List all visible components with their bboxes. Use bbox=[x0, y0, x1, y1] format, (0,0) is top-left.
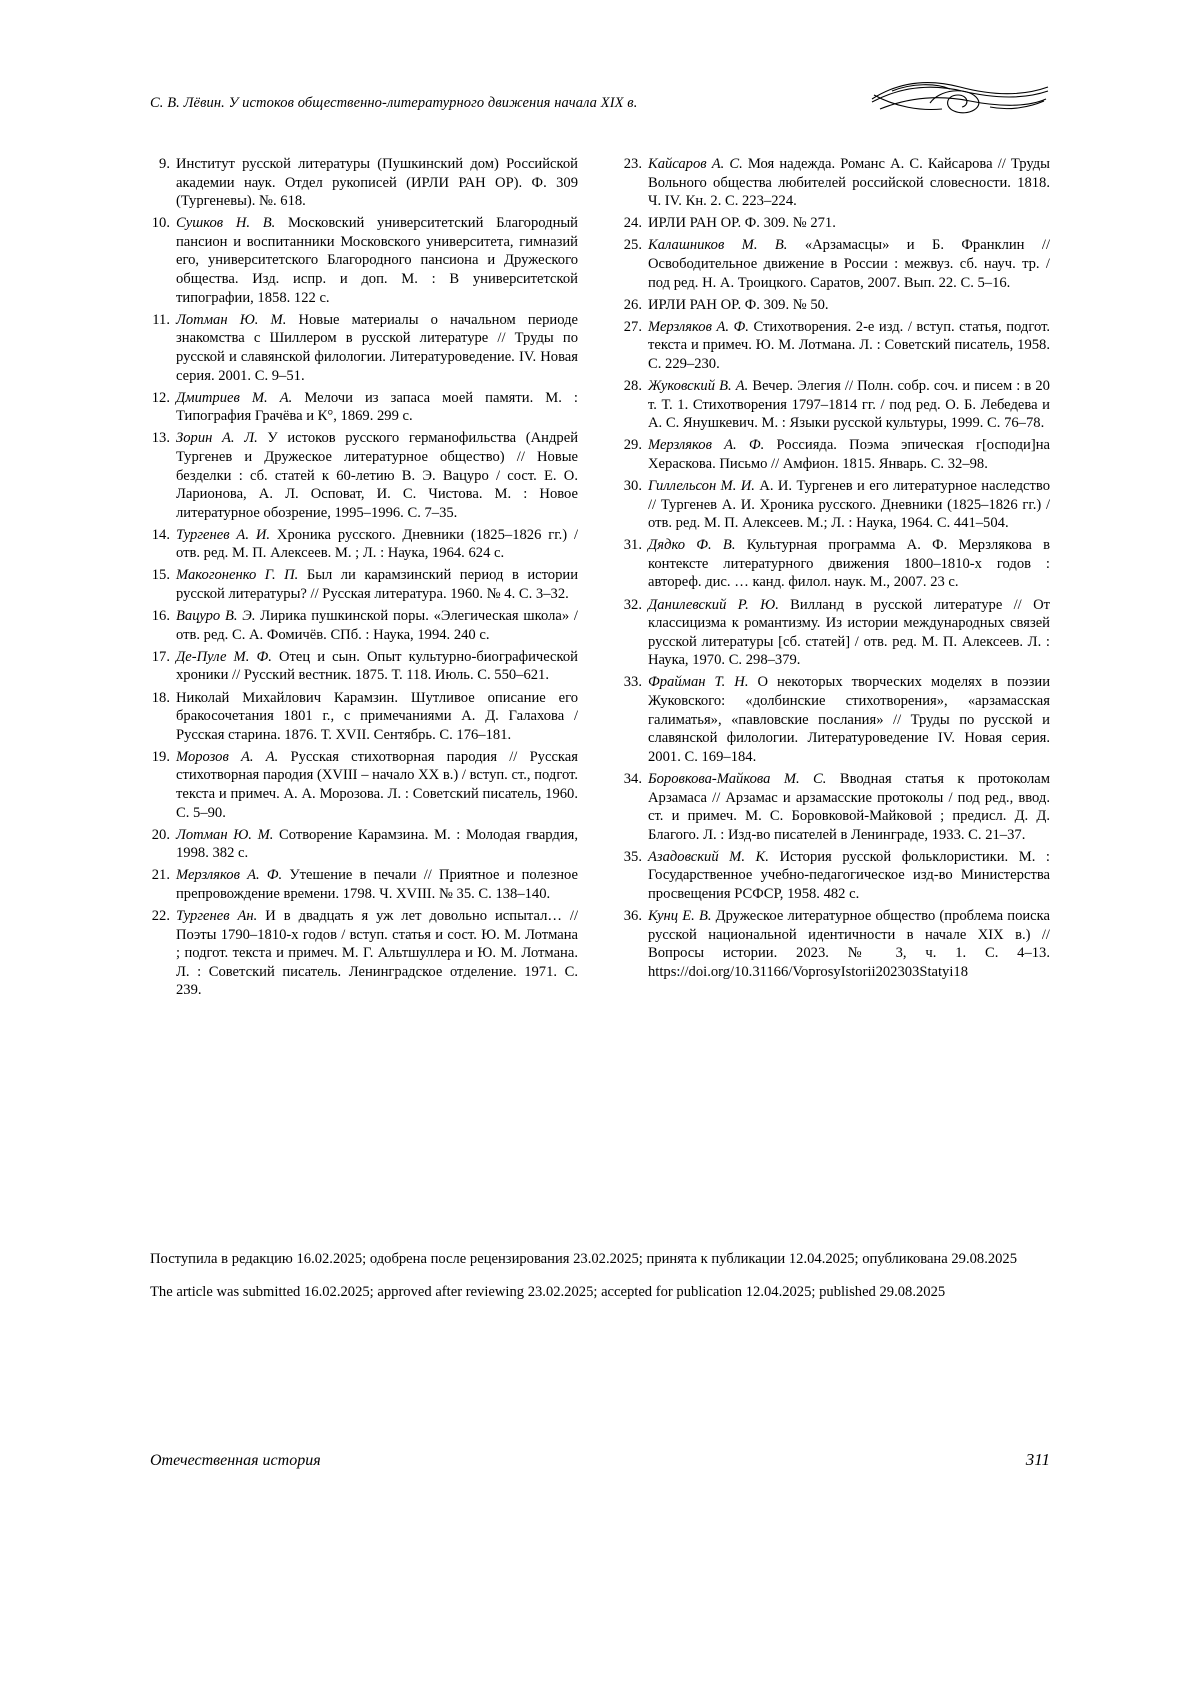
reference-text: Макогоненко Г. П. Был ли карамзинский период в истории русской литературы? // Русская литература. 1960. № 4. С. 3–32. bbox=[176, 567, 578, 603]
reference-text: Тургенев Ан. И в двадцать я уж лет довольно испытал… // Поэты 1790–1810-х годов / вступ. статья и сост. Ю. М. Лотмана ; подгот. текста и примеч. М. Г. Альтшуллера и Ю. М. Лотмана. Л. : Советский писатель. Ленинградское отделение. 1971. С. 239. bbox=[176, 908, 578, 999]
reference-text: Боровкова-Майкова М. С. Вводная статья к протоколам Арзамаса // Арзамас и арзамасские протоколы / под ред., ввод. ст. и примеч. М. С. Боровковой-Майковой ; предисл. Д. Д. Благого. Л. : Изд-во писателей в Ленинграде, 1933. С. 21–37. bbox=[648, 770, 1050, 843]
reference-number: 36. bbox=[623, 908, 642, 925]
reference-item bbox=[150, 826, 578, 863]
reference-text: Азадовский М. К. История русской фольклористики. М. : Государственное учебно-педагогическое изд-во Министерства просвещения РСФСР, 1958. 482 с. bbox=[648, 848, 1050, 902]
reference-item bbox=[150, 311, 578, 385]
reference-number: 23. bbox=[623, 156, 642, 172]
reference-item bbox=[622, 848, 1050, 904]
reference-item bbox=[150, 389, 578, 426]
page-footer bbox=[150, 1450, 1050, 1470]
reference-text: Мерзляков А. Ф. Утешение в печали // Приятное и полезное препровождение времени. 1798. Ч. XVIII. № 35. С. 138–140. bbox=[176, 867, 578, 902]
reference-text: Николай Михайлович Карамзин. Шутливое описание его бракосочетания 1801 г., с примечаниями А. Д. Галахова / Русская старина. 1876. Т. XVII. Сентябрь. С. 176–181. bbox=[176, 689, 578, 743]
reference-number: 26. bbox=[623, 296, 642, 313]
reference-text: Жуковский В. А. Вечер. Элегия // Полн. собр. соч. и писем : в 20 т. Т. 1. Стихотворения 1797–1814 гг. / под ред. О. Б. Лебедева и А. С. Янушкевич. М. : Языки русской культуры, 1999. С. 76–78. bbox=[648, 378, 1050, 432]
reference-text: Мерзляков А. Ф. Россияда. Поэма эпическая г[осподи]на Хераскова. Письмо // Амфион. 1815. Январь. С. 32–98. bbox=[648, 437, 1051, 472]
reference-text: Институт русской литературы (Пушкинский дом) Российской академии наук. Отдел рукописей (ИРЛИ РАН ОР). Ф. 309 (Тургеневы). №. 618. bbox=[176, 156, 578, 210]
note-russian: Поступила в редакцию 16.02.2025; одобрена после рецензирования 23.02.2025; принята к публикации 12.04.2025; опубликована 29.08.2025 bbox=[150, 1251, 1018, 1267]
reference-number: 9. bbox=[159, 156, 170, 172]
reference-number: 19. bbox=[151, 748, 170, 765]
reference-item bbox=[622, 236, 1050, 292]
reference-number: 33. bbox=[623, 674, 642, 691]
footer-section-title: Отечественная история bbox=[150, 1452, 321, 1469]
reference-number: 14. bbox=[151, 526, 170, 543]
reference-text: Де-Пуле М. Ф. Отец и сын. Опыт культурно-биографической хроники // Русский вестник. 1875. Т. 118. Июль. С. 550–621. bbox=[176, 648, 578, 684]
reference-item bbox=[150, 648, 578, 685]
reference-number: 11. bbox=[152, 311, 170, 328]
reference-number: 25. bbox=[623, 237, 642, 254]
reference-text: Гиллельсон М. И. А. И. Тургенев и его литературное наследство // Тургенев А. И. Хроника русского. Дневники (1825–1826 гг.) / отв. ред. М. П. Алексеев. М.; Л. : Наука, 1964. С. 441–504. bbox=[648, 478, 1050, 532]
reference-number: 32. bbox=[623, 596, 642, 613]
reference-item bbox=[622, 377, 1050, 433]
reference-item bbox=[622, 477, 1050, 533]
reference-number: 31. bbox=[623, 537, 642, 554]
reference-item bbox=[622, 436, 1050, 473]
reference-text: Дмитриев М. А. Мелочи из запаса моей памяти. М. : Типография Грачёва и К°, 1869. 299 с. bbox=[176, 389, 578, 425]
reference-number: 15. bbox=[151, 567, 170, 584]
reference-item bbox=[150, 155, 578, 211]
reference-number: 17. bbox=[151, 648, 170, 665]
reference-number: 12. bbox=[151, 389, 170, 406]
reference-text: Кунц Е. В. Дружеское литературное общество (проблема поиска русской национальной идентичности в начале XIX в.) // Вопросы истории. 2023. № 3, ч. 1. С. 4–13. https://doi.org/10.31166/VoprosyIstorii202303Statyi18 bbox=[648, 908, 1050, 980]
reference-text: Сушков Н. В. Московский университетский Благородный пансион и воспитанники Московского университета, гимназий его, университетского Благородного пансиона и Дружеского общества. Изд. испр. и доп. М. : В университетской типографии, 1858. 122 с. bbox=[176, 215, 578, 306]
reference-number: 27. bbox=[623, 318, 642, 335]
reference-item bbox=[622, 673, 1050, 766]
reference-item bbox=[622, 155, 1050, 211]
reference-number: 22. bbox=[151, 908, 170, 925]
reference-column-right bbox=[622, 155, 1050, 1004]
reference-text: Данилевский Р. Ю. Вилланд в русской литературе // От классицизма к романтизму. Из истории международных связей русской литературы [сб. статей] / отв. ред. М. П. Алексеев. Л. : Наука, 1970. С. 298–379. bbox=[648, 596, 1050, 669]
page-number: 311 bbox=[1025, 1450, 1050, 1469]
reference-item bbox=[622, 536, 1050, 592]
reference-item bbox=[622, 596, 1050, 670]
reference-number: 28. bbox=[623, 378, 642, 395]
reference-item bbox=[150, 214, 578, 307]
reference-number: 29. bbox=[623, 437, 642, 454]
running-head-text: С. В. Лёвин. У истоков общественно-литературного движения начала XIX в. bbox=[150, 95, 638, 111]
reference-item bbox=[150, 748, 578, 822]
reference-text: ИРЛИ РАН ОР. Ф. 309. № 271. bbox=[648, 215, 836, 232]
reference-text: Вацуро В. Э. Лирика пушкинской поры. «Элегическая школа» / отв. ред. С. А. Фомичёв. СПб. : Наука, 1994. 240 с. bbox=[176, 608, 578, 643]
reference-item bbox=[150, 689, 578, 745]
reference-text: Зорин А. Л. У истоков русского германофильства (Андрей Тургенев и Дружеское литературное общество) // Новые безделки : сб. статей к 60-летию В. Э. Вацуро / сост. Е. О. Ларионова, А. Л. Осповат, И. С. Чистова. М. : Новое литературное обозрение, 1995–1996. С. 7–35. bbox=[176, 430, 578, 521]
reference-text: Фрайман Т. Н. О некоторых творческих моделях в поэзии Жуковского: «долбинские стихотворения», «арзамасская галиматья», «павловские послания» // Труды по русской и славянской филологии. Литературоведение IV. Новая серия. 2001. С. 169–184. bbox=[648, 674, 1050, 765]
reference-item bbox=[622, 214, 1050, 233]
reference-number: 21. bbox=[151, 867, 170, 884]
reference-text: Кайсаров А. С. Моя надежда. Романс А. С. Кайсарова // Труды Вольного общества любителей российской словесности. 1818. Ч. IV. Кн. 2. С. 223–224. bbox=[648, 156, 1050, 210]
reference-item bbox=[622, 907, 1050, 981]
reference-item bbox=[150, 526, 578, 563]
reference-item bbox=[150, 429, 578, 522]
reference-text: Морозов А. А. Русская стихотворная пародия // Русская стихотворная пародия (XVIII – начало XX в.) / вступ. ст., подгот. текста и примеч. А. А. Морозова. Л. : Советский писатель, 1960. С. 5–90. bbox=[176, 748, 578, 821]
reference-number: 30. bbox=[623, 478, 642, 494]
reference-number: 35. bbox=[623, 848, 642, 865]
reference-number: 10. bbox=[151, 215, 170, 232]
vignette-ornament-icon bbox=[870, 77, 1050, 121]
reference-item bbox=[150, 607, 578, 644]
reference-text: Мерзляков А. Ф. Стихотворения. 2-е изд. / вступ. статья, подгот. текста и примеч. Ю. М. Лотмана. Л. : Советский писатель, 1958. С. 229–230. bbox=[648, 318, 1050, 372]
reference-column-left bbox=[150, 155, 578, 1004]
reference-list bbox=[150, 155, 1050, 1004]
reference-text: Дядко Ф. В. Культурная программа А. Ф. Мерзлякова в контексте литературного движения 1800–1810-х годов : автореф. дис. … канд. филол. наук. М., 2007. 23 с. bbox=[648, 537, 1050, 591]
reference-item bbox=[622, 296, 1050, 315]
reference-item bbox=[622, 318, 1050, 374]
reference-number: 13. bbox=[151, 430, 170, 447]
reference-text: Калашников М. В. «Арзамасцы» и Б. Франклин // Освободительное движение в России : межвуз. сб. науч. тр. / под ред. Н. А. Троицкого. Саратов, 2007. Вып. 22. С. 5–16. bbox=[648, 237, 1050, 291]
reference-item bbox=[150, 566, 578, 603]
reference-number: 18. bbox=[151, 689, 170, 706]
reference-text: ИРЛИ РАН ОР. Ф. 309. № 50. bbox=[648, 296, 829, 313]
reference-item bbox=[150, 866, 578, 903]
reference-text: Лотман Ю. М. Новые материалы о начальном периоде знакомства с Шиллером в русской литературе // Труды по русской и славянской филологии. Литературоведение. IV. Новая серия. 2001. С. 9–51. bbox=[176, 311, 578, 384]
reference-item bbox=[150, 907, 578, 1000]
reference-text: Тургенев А. И. Хроника русского. Дневники (1825–1826 гг.) / отв. ред. М. П. Алексеев. М. ; Л. : Наука, 1964. 624 с. bbox=[176, 526, 578, 562]
reference-item bbox=[622, 770, 1050, 844]
reference-number: 20. bbox=[151, 826, 170, 843]
reference-number: 24. bbox=[623, 215, 642, 232]
running-head bbox=[150, 95, 1050, 112]
submission-notes bbox=[150, 1250, 1050, 1316]
reference-number: 34. bbox=[623, 770, 642, 787]
reference-text: Лотман Ю. М. Сотворение Карамзина. М. : Молодая гвардия, 1998. 382 с. bbox=[176, 826, 579, 862]
reference-number: 16. bbox=[151, 608, 170, 625]
note-english: The article was submitted 16.02.2025; approved after reviewing 23.02.2025; accepted for publication 12.04.2025; published 29.08.2025 bbox=[150, 1283, 946, 1300]
